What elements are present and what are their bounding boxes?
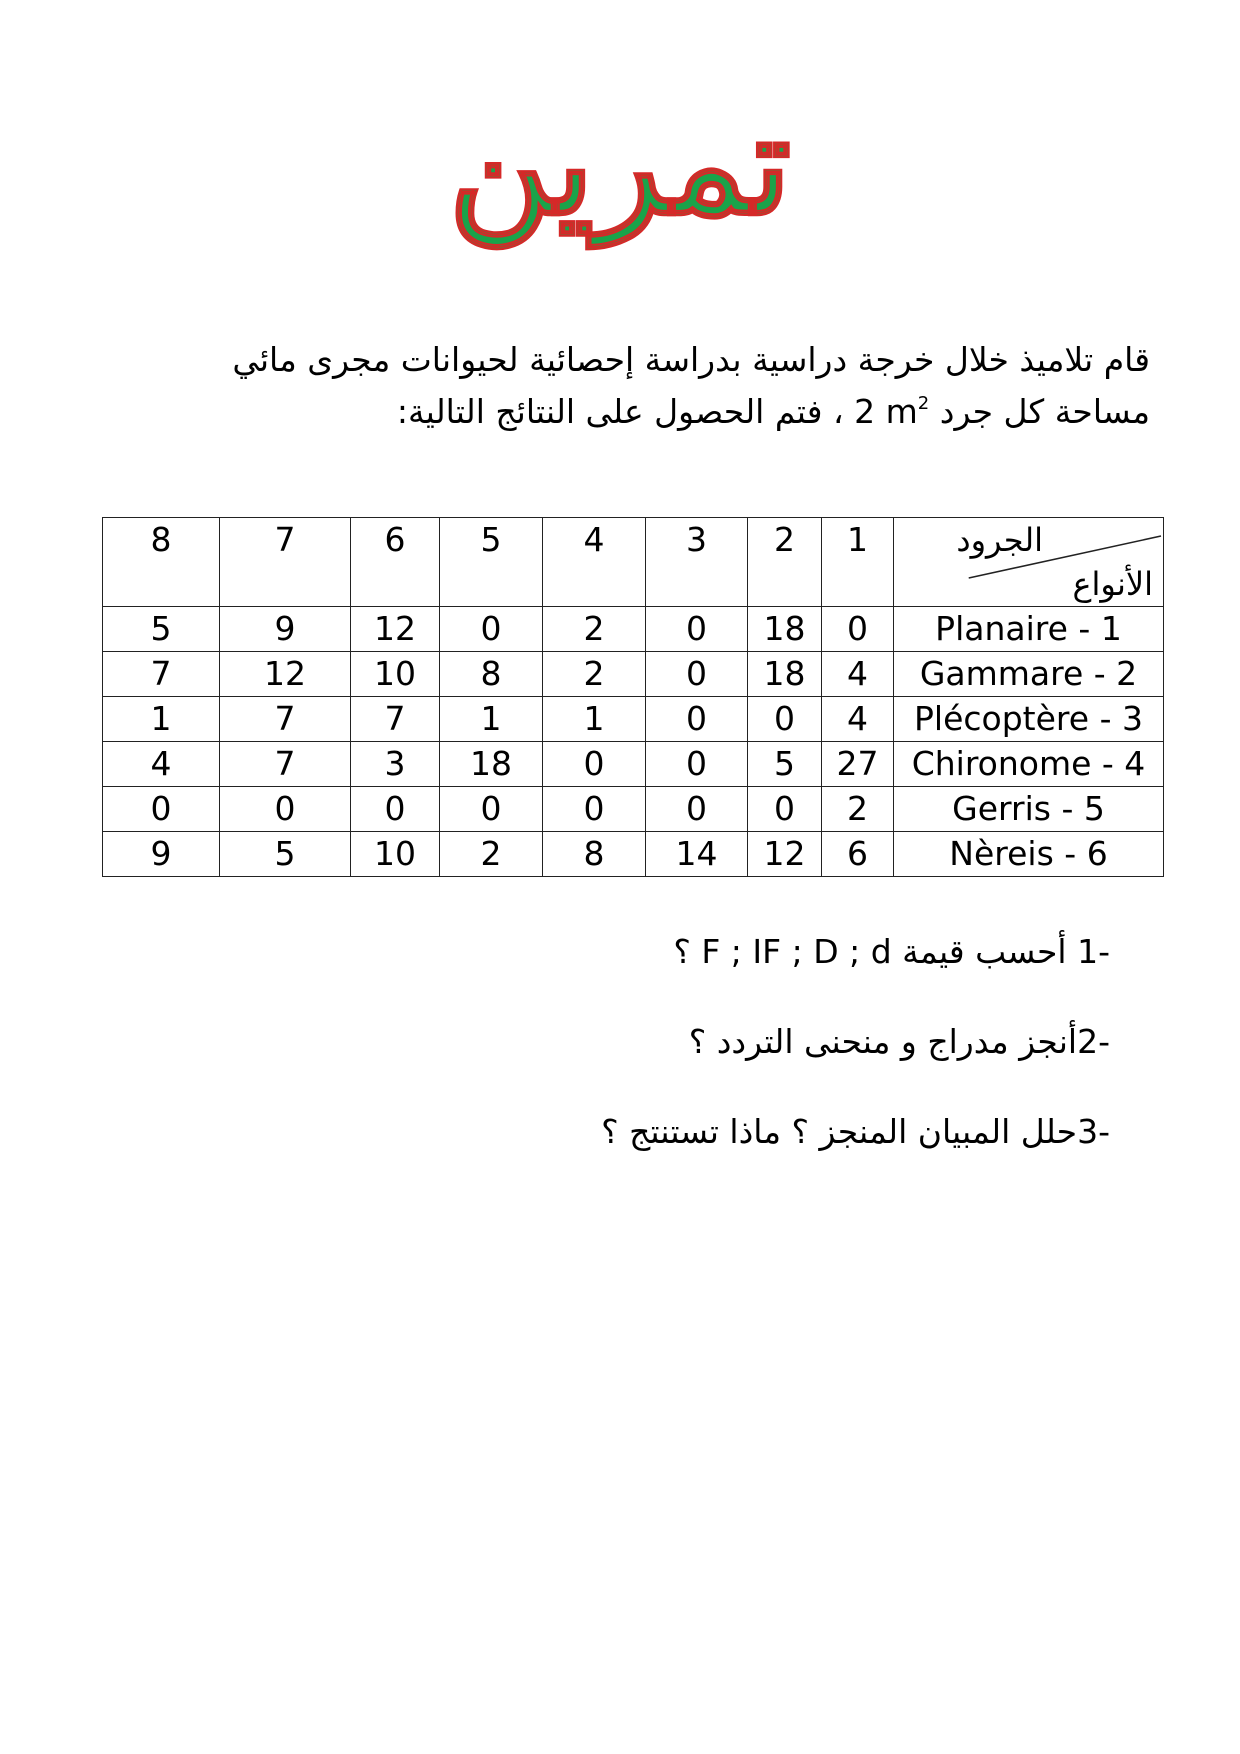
column-header: 2 xyxy=(748,518,822,607)
table-cell: 10 xyxy=(351,652,440,697)
table-cell: 18 xyxy=(748,607,822,652)
column-header: 6 xyxy=(351,518,440,607)
column-header: 4 xyxy=(543,518,646,607)
table-cell: 0 xyxy=(103,787,220,832)
question-number: 3- xyxy=(1077,1112,1110,1151)
table-cell: 2 xyxy=(440,832,543,877)
intro-paragraph xyxy=(105,338,1150,434)
table-cell: 4 xyxy=(822,652,894,697)
question-item xyxy=(100,1020,1110,1064)
table-row xyxy=(103,742,1164,787)
table-cell: 10 xyxy=(351,832,440,877)
table-cell: 27 xyxy=(822,742,894,787)
table-cell: 12 xyxy=(220,652,351,697)
table-cell: 3 xyxy=(351,742,440,787)
table-cell: 8 xyxy=(543,832,646,877)
table-cell: 7 xyxy=(103,652,220,697)
species-cell: 2 - Gammare xyxy=(894,652,1164,697)
intro-line-1: قام تلاميذ خلال خرجة دراسية بدراسة إحصائية لحيوانات مجرى مائي xyxy=(232,340,1150,379)
table-cell: 0 xyxy=(351,787,440,832)
header-row xyxy=(103,518,1164,607)
table-cell: 1 xyxy=(103,697,220,742)
question-text: حلل المبيان المنجز ؟ ماذا تستنتج ؟ xyxy=(601,1112,1078,1151)
table-cell: 12 xyxy=(351,607,440,652)
table-row xyxy=(103,787,1164,832)
table-cell: 2 xyxy=(543,607,646,652)
table-row xyxy=(103,697,1164,742)
table-cell: 18 xyxy=(440,742,543,787)
corner-header-cell xyxy=(894,518,1164,607)
column-header: 7 xyxy=(220,518,351,607)
species-cell: 1 - Planaire xyxy=(894,607,1164,652)
table-cell: 0 xyxy=(646,697,748,742)
column-header: 8 xyxy=(103,518,220,607)
intro-line-2-end: ، فتم الحصول على النتائج التالية: xyxy=(396,392,844,431)
table-row xyxy=(103,607,1164,652)
intro-line-2 xyxy=(105,382,1150,434)
corner-label-species: الأنواع xyxy=(1072,565,1153,603)
column-header: 3 xyxy=(646,518,748,607)
table-cell: 4 xyxy=(103,742,220,787)
area-exponent: 2 xyxy=(917,393,930,414)
table-cell: 2 xyxy=(822,787,894,832)
table-cell: 14 xyxy=(646,832,748,877)
table-row xyxy=(103,652,1164,697)
table-cell: 7 xyxy=(220,697,351,742)
table-cell: 8 xyxy=(440,652,543,697)
column-header: 1 xyxy=(822,518,894,607)
table-cell: 9 xyxy=(103,832,220,877)
table-cell: 0 xyxy=(748,787,822,832)
table-cell: 0 xyxy=(822,607,894,652)
question-item xyxy=(100,930,1110,974)
results-table xyxy=(102,517,1164,877)
table-cell: 5 xyxy=(748,742,822,787)
table-cell: 12 xyxy=(748,832,822,877)
table-cell: 9 xyxy=(220,607,351,652)
column-header: 5 xyxy=(440,518,543,607)
question-number: 2- xyxy=(1077,1022,1110,1061)
table-cell: 7 xyxy=(351,697,440,742)
table-cell: 1 xyxy=(543,697,646,742)
table-cell: 0 xyxy=(220,787,351,832)
table-cell: 0 xyxy=(543,742,646,787)
table-cell: 0 xyxy=(646,652,748,697)
table-cell: 1 xyxy=(440,697,543,742)
intro-line-2-start: مساحة كل جرد xyxy=(939,392,1150,431)
question-text: أحسب قيمة F ; IF ; D ; d ؟ xyxy=(673,932,1067,971)
table-cell: 0 xyxy=(646,742,748,787)
question-text: أنجز مدراج و منحنى التردد ؟ xyxy=(688,1022,1078,1061)
corner-label-inventories: الجرود xyxy=(956,521,1043,559)
table-cell: 18 xyxy=(748,652,822,697)
question-item xyxy=(100,1110,1110,1154)
table-cell: 0 xyxy=(440,787,543,832)
table-cell: 5 xyxy=(103,607,220,652)
area-unit xyxy=(854,382,929,434)
table-cell: 0 xyxy=(440,607,543,652)
table-cell: 5 xyxy=(220,832,351,877)
species-cell: 5 - Gerris xyxy=(894,787,1164,832)
table-cell: 6 xyxy=(822,832,894,877)
question-number: 1- xyxy=(1077,932,1110,971)
species-cell: 3 - Plécoptère xyxy=(894,697,1164,742)
table-row xyxy=(103,832,1164,877)
table-cell: 2 xyxy=(543,652,646,697)
table-cell: 4 xyxy=(822,697,894,742)
questions-list xyxy=(100,930,1110,1200)
table-cell: 0 xyxy=(646,607,748,652)
species-cell: 6 - Nèreis xyxy=(894,832,1164,877)
area-value: 2 m xyxy=(854,392,918,431)
table-cell: 0 xyxy=(748,697,822,742)
page-title: تمرين xyxy=(448,83,792,247)
table-cell: 0 xyxy=(646,787,748,832)
species-cell: 4 - Chironome xyxy=(894,742,1164,787)
table-cell: 0 xyxy=(543,787,646,832)
table-cell: 7 xyxy=(220,742,351,787)
